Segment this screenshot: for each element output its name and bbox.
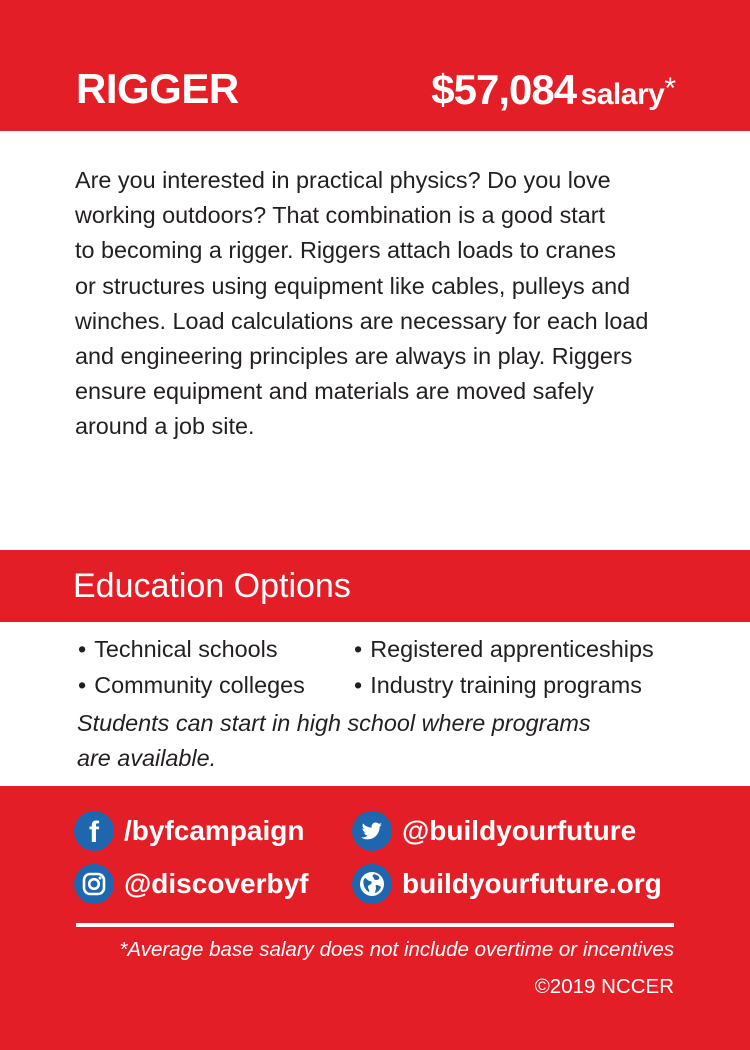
bullet-icon: •: [78, 636, 87, 662]
education-option: [78, 667, 305, 703]
education-option-label: Industry training programs: [370, 672, 642, 698]
salary-amount: $57,084: [431, 66, 577, 113]
salary-disclaimer: *Average base salary does not include overtime or incentives: [119, 938, 674, 961]
footer-divider: [76, 923, 674, 927]
education-option: [78, 631, 278, 667]
description-line: Are you interested in practical physics? Do you love: [75, 167, 611, 193]
education-note-line: are available.: [77, 745, 217, 771]
description-line: ensure equipment and materials are moved safely: [75, 378, 594, 405]
facebook-link[interactable]: [74, 811, 304, 851]
salary: [431, 64, 676, 125]
twitter-icon: [352, 811, 392, 851]
description-line: winches. Load calculations are necessary for each load: [75, 307, 649, 334]
description-line: or structures using equipment like cables, pulleys and: [75, 272, 631, 299]
website-url[interactable]: buildyourfuture.org: [402, 868, 662, 899]
education-option-label: Community colleges: [94, 672, 305, 698]
website-link[interactable]: [352, 864, 662, 904]
education-header-bar: [0, 550, 750, 622]
globe-icon: [352, 864, 392, 904]
description-line: to becoming a rigger. Riggers attach loads to cranes: [75, 237, 616, 264]
instagram-link[interactable]: [74, 864, 308, 904]
education-option: [354, 667, 642, 703]
career-description: [75, 163, 675, 445]
education-title: Education Options: [73, 567, 351, 605]
instagram-handle[interactable]: @discoverbyf: [124, 868, 309, 899]
copyright: ©2019 NCCER: [534, 975, 674, 998]
header-bar: [0, 0, 750, 131]
education-option-label: Registered apprenticeships: [370, 636, 654, 662]
bullet-icon: •: [354, 636, 363, 662]
description-line: around a job site.: [75, 413, 255, 440]
twitter-link[interactable]: [352, 811, 636, 851]
career-title: RIGGER: [76, 65, 239, 112]
footer-bar: [0, 786, 750, 1050]
education-option: [354, 631, 654, 667]
salary-label: salary: [580, 78, 665, 111]
education-note-line: Students can start in high school where programs: [77, 710, 591, 736]
twitter-handle[interactable]: @buildyourfuture: [402, 815, 637, 846]
description-line: and engineering principles are always in play. Riggers: [75, 343, 633, 370]
bullet-icon: •: [354, 672, 363, 698]
description-line: working outdoors? That combination is a good start: [75, 202, 606, 229]
education-option-label: Technical schools: [94, 636, 278, 662]
svg-text:f: f: [89, 816, 99, 849]
instagram-icon: [74, 864, 114, 904]
bullet-icon: •: [78, 672, 87, 698]
facebook-icon: [74, 811, 114, 851]
salary-asterisk: *: [664, 72, 676, 105]
education-note: [77, 706, 591, 776]
facebook-handle[interactable]: /byfcampaign: [124, 815, 305, 846]
